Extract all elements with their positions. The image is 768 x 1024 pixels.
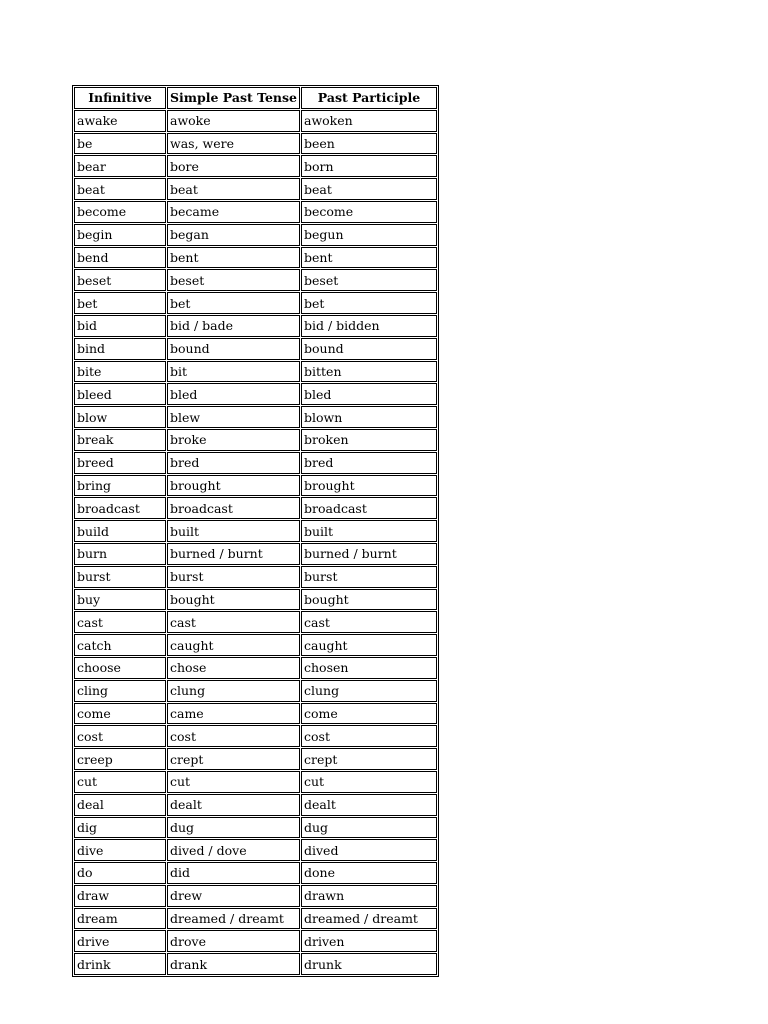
past-participle-cell: born (301, 155, 437, 177)
infinitive-cell: be (74, 133, 166, 155)
table-row (74, 566, 437, 588)
simple-past-cell: crept (167, 748, 300, 770)
past-participle-cell: caught (301, 634, 437, 656)
simple-past-cell: drove (167, 930, 300, 952)
infinitive-cell: choose (74, 657, 166, 679)
table-row (74, 201, 437, 223)
simple-past-cell: dreamed / dreamt (167, 908, 300, 930)
infinitive-cell: bring (74, 475, 166, 497)
irregular-verbs-table (72, 85, 439, 977)
simple-past-cell: became (167, 201, 300, 223)
infinitive-cell: drive (74, 930, 166, 952)
past-participle-cell: driven (301, 930, 437, 952)
simple-past-cell: caught (167, 634, 300, 656)
infinitive-cell: awake (74, 110, 166, 132)
infinitive-cell: drink (74, 953, 166, 975)
simple-past-cell: awoke (167, 110, 300, 132)
simple-past-cell: bled (167, 383, 300, 405)
past-participle-cell: dived (301, 839, 437, 861)
infinitive-cell: dig (74, 817, 166, 839)
table-body (74, 110, 437, 975)
table-row (74, 292, 437, 314)
past-participle-cell: bet (301, 292, 437, 314)
infinitive-cell: cut (74, 771, 166, 793)
table-row (74, 885, 437, 907)
table-row (74, 589, 437, 611)
table-row (74, 725, 437, 747)
past-participle-cell: chosen (301, 657, 437, 679)
infinitive-cell: bear (74, 155, 166, 177)
past-participle-cell: dealt (301, 794, 437, 816)
past-participle-cell: awoken (301, 110, 437, 132)
table-row (74, 908, 437, 930)
simple-past-cell: bore (167, 155, 300, 177)
simple-past-cell: bent (167, 247, 300, 269)
infinitive-cell: dive (74, 839, 166, 861)
table-row (74, 155, 437, 177)
infinitive-cell: burst (74, 566, 166, 588)
simple-past-cell: bound (167, 338, 300, 360)
simple-past-cell: cost (167, 725, 300, 747)
simple-past-cell: dug (167, 817, 300, 839)
infinitive-cell: come (74, 703, 166, 725)
table-row (74, 269, 437, 291)
infinitive-cell: deal (74, 794, 166, 816)
infinitive-cell: cost (74, 725, 166, 747)
table-row (74, 452, 437, 474)
table-row (74, 361, 437, 383)
simple-past-cell: chose (167, 657, 300, 679)
infinitive-cell: draw (74, 885, 166, 907)
past-participle-cell: brought (301, 475, 437, 497)
table-row (74, 475, 437, 497)
simple-past-cell: dealt (167, 794, 300, 816)
simple-past-cell: bid / bade (167, 315, 300, 337)
past-participle-cell: crept (301, 748, 437, 770)
table-row (74, 930, 437, 952)
past-participle-cell: been (301, 133, 437, 155)
simple-past-cell: broke (167, 429, 300, 451)
simple-past-cell: cast (167, 611, 300, 633)
past-participle-cell: bought (301, 589, 437, 611)
infinitive-cell: bet (74, 292, 166, 314)
simple-past-cell: blew (167, 406, 300, 428)
simple-past-cell: did (167, 862, 300, 884)
simple-past-cell: drank (167, 953, 300, 975)
past-participle-cell: begun (301, 224, 437, 246)
infinitive-cell: creep (74, 748, 166, 770)
table-header-row (74, 87, 437, 109)
past-participle-cell: cast (301, 611, 437, 633)
past-participle-cell: done (301, 862, 437, 884)
infinitive-cell: bend (74, 247, 166, 269)
simple-past-cell: drew (167, 885, 300, 907)
table-row (74, 520, 437, 542)
infinitive-cell: breed (74, 452, 166, 474)
infinitive-cell: build (74, 520, 166, 542)
table-row (74, 315, 437, 337)
table-row (74, 247, 437, 269)
simple-past-cell: bit (167, 361, 300, 383)
infinitive-cell: beat (74, 178, 166, 200)
simple-past-cell: came (167, 703, 300, 725)
header-simple-past-tense: Simple Past Tense (167, 87, 300, 109)
simple-past-cell: beat (167, 178, 300, 200)
past-participle-cell: broadcast (301, 497, 437, 519)
table-row (74, 338, 437, 360)
infinitive-cell: blow (74, 406, 166, 428)
past-participle-cell: broken (301, 429, 437, 451)
table-row (74, 748, 437, 770)
past-participle-cell: beat (301, 178, 437, 200)
past-participle-cell: bled (301, 383, 437, 405)
infinitive-cell: dream (74, 908, 166, 930)
simple-past-cell: brought (167, 475, 300, 497)
infinitive-cell: beset (74, 269, 166, 291)
past-participle-cell: beset (301, 269, 437, 291)
table-row (74, 817, 437, 839)
infinitive-cell: begin (74, 224, 166, 246)
past-participle-cell: burst (301, 566, 437, 588)
infinitive-cell: cling (74, 680, 166, 702)
simple-past-cell: was, were (167, 133, 300, 155)
simple-past-cell: began (167, 224, 300, 246)
table-row (74, 224, 437, 246)
infinitive-cell: do (74, 862, 166, 884)
table-row (74, 133, 437, 155)
past-participle-cell: dug (301, 817, 437, 839)
table-row (74, 497, 437, 519)
past-participle-cell: dreamed / dreamt (301, 908, 437, 930)
infinitive-cell: break (74, 429, 166, 451)
table-row (74, 703, 437, 725)
past-participle-cell: cut (301, 771, 437, 793)
infinitive-cell: bid (74, 315, 166, 337)
past-participle-cell: bound (301, 338, 437, 360)
infinitive-cell: broadcast (74, 497, 166, 519)
past-participle-cell: drunk (301, 953, 437, 975)
past-participle-cell: built (301, 520, 437, 542)
table-row (74, 953, 437, 975)
simple-past-cell: burned / burnt (167, 543, 300, 565)
infinitive-cell: buy (74, 589, 166, 611)
table-row (74, 794, 437, 816)
document-page (72, 85, 439, 977)
simple-past-cell: dived / dove (167, 839, 300, 861)
simple-past-cell: cut (167, 771, 300, 793)
simple-past-cell: built (167, 520, 300, 542)
past-participle-cell: burned / burnt (301, 543, 437, 565)
simple-past-cell: bet (167, 292, 300, 314)
table-row (74, 383, 437, 405)
table-row (74, 839, 437, 861)
past-participle-cell: blown (301, 406, 437, 428)
table-row (74, 771, 437, 793)
simple-past-cell: bred (167, 452, 300, 474)
past-participle-cell: cost (301, 725, 437, 747)
past-participle-cell: bitten (301, 361, 437, 383)
infinitive-cell: bleed (74, 383, 166, 405)
past-participle-cell: bid / bidden (301, 315, 437, 337)
past-participle-cell: bent (301, 247, 437, 269)
past-participle-cell: become (301, 201, 437, 223)
infinitive-cell: become (74, 201, 166, 223)
infinitive-cell: bite (74, 361, 166, 383)
table-row (74, 611, 437, 633)
simple-past-cell: beset (167, 269, 300, 291)
past-participle-cell: bred (301, 452, 437, 474)
table-row (74, 429, 437, 451)
simple-past-cell: clung (167, 680, 300, 702)
table-row (74, 406, 437, 428)
infinitive-cell: catch (74, 634, 166, 656)
table-row (74, 634, 437, 656)
simple-past-cell: broadcast (167, 497, 300, 519)
infinitive-cell: cast (74, 611, 166, 633)
table-row (74, 862, 437, 884)
table-row (74, 657, 437, 679)
table-row (74, 178, 437, 200)
table-row (74, 680, 437, 702)
table-row (74, 543, 437, 565)
simple-past-cell: burst (167, 566, 300, 588)
infinitive-cell: bind (74, 338, 166, 360)
simple-past-cell: bought (167, 589, 300, 611)
past-participle-cell: come (301, 703, 437, 725)
header-infinitive: Infinitive (74, 87, 166, 109)
infinitive-cell: burn (74, 543, 166, 565)
past-participle-cell: drawn (301, 885, 437, 907)
header-past-participle: Past Participle (301, 87, 437, 109)
past-participle-cell: clung (301, 680, 437, 702)
table-row (74, 110, 437, 132)
